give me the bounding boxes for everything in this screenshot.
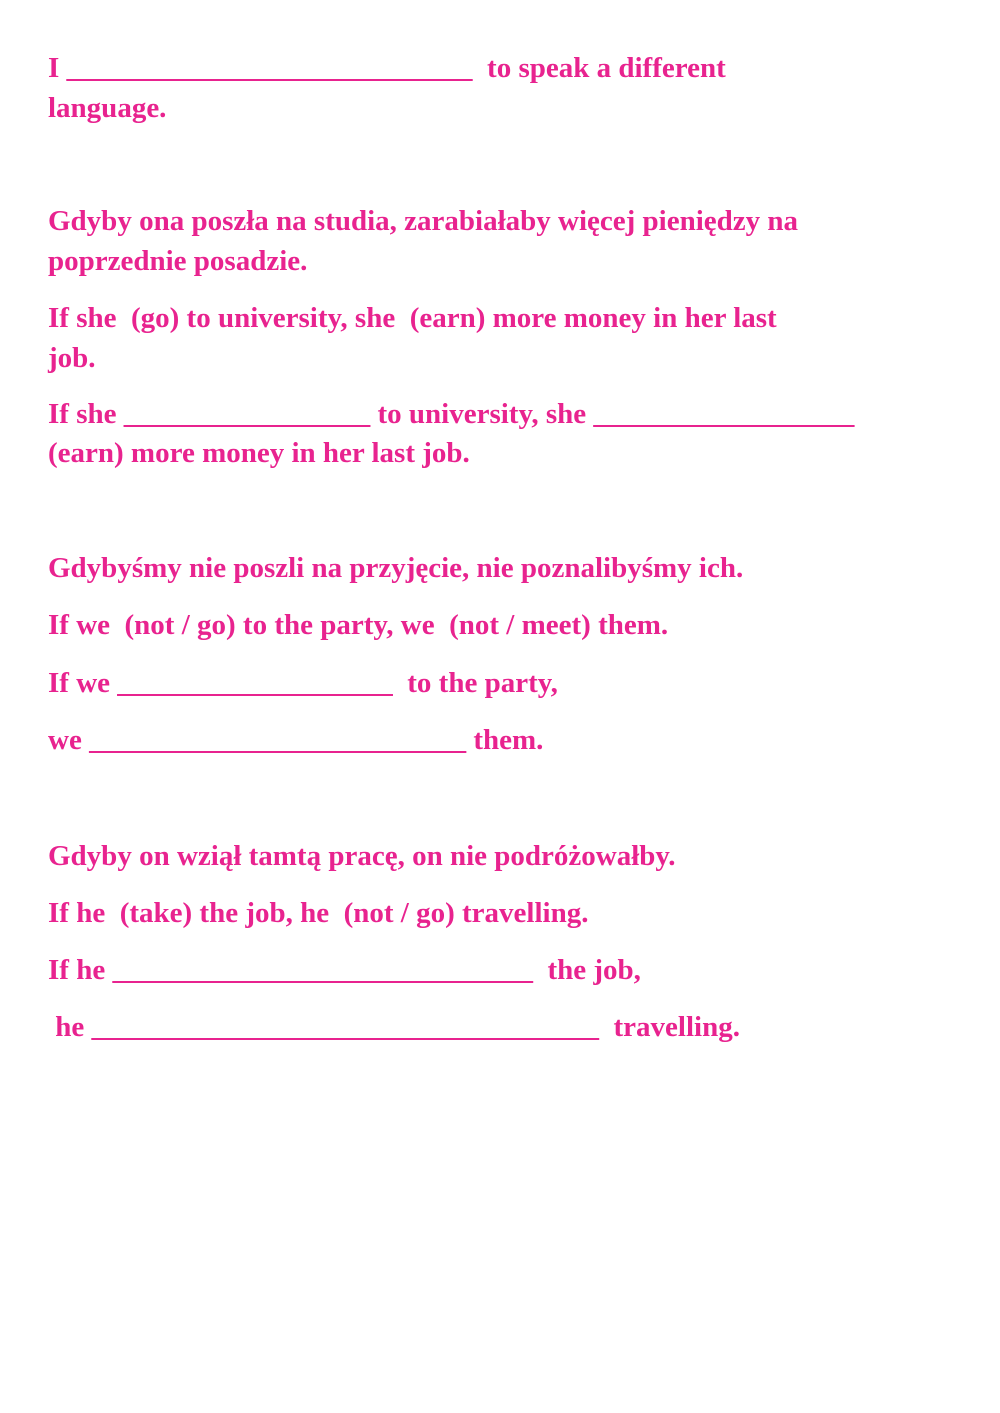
exercise-3-answer-line-2: we __________________________ them.: [48, 724, 544, 756]
exercise-3-prompt-line: If we (not / go) to the party, we (not / meet) them.: [48, 609, 669, 641]
exercise-2-prompt-line-1: If she (go) to university, she (earn) more money in her last: [48, 302, 777, 334]
exercise-2-polish-line-2: poprzednie posadzie.: [48, 245, 308, 277]
exercise-1-line-2: language.: [48, 92, 167, 124]
exercise-4-polish-line: Gdyby on wziął tamtą pracę, on nie podróżowałby.: [48, 840, 676, 872]
exercise-2-answer-line-2: (earn) more money in her last job.: [48, 437, 470, 469]
exercise-2-prompt-line-2: job.: [48, 342, 96, 374]
exercise-3-answer-line-1: If we ___________________ to the party,: [48, 667, 558, 699]
exercise-4-prompt-line: If he (take) the job, he (not / go) travelling.: [48, 897, 589, 929]
exercise-4-answer-line-2: he ___________________________________ travelling.: [48, 1011, 740, 1043]
exercise-2-polish-line-1: Gdyby ona poszła na studia, zarabiałaby więcej pieniędzy na: [48, 205, 799, 237]
exercise-1-line-1: I ____________________________ to speak a different: [48, 52, 726, 84]
exercise-2-answer-line-1: If she _________________ to university, she __________________: [48, 398, 855, 430]
exercise-4-answer-line-1: If he _____________________________ the job,: [48, 954, 641, 986]
exercise-3-polish-line: Gdybyśmy nie poszli na przyjęcie, nie poznalibyśmy ich.: [48, 552, 744, 584]
